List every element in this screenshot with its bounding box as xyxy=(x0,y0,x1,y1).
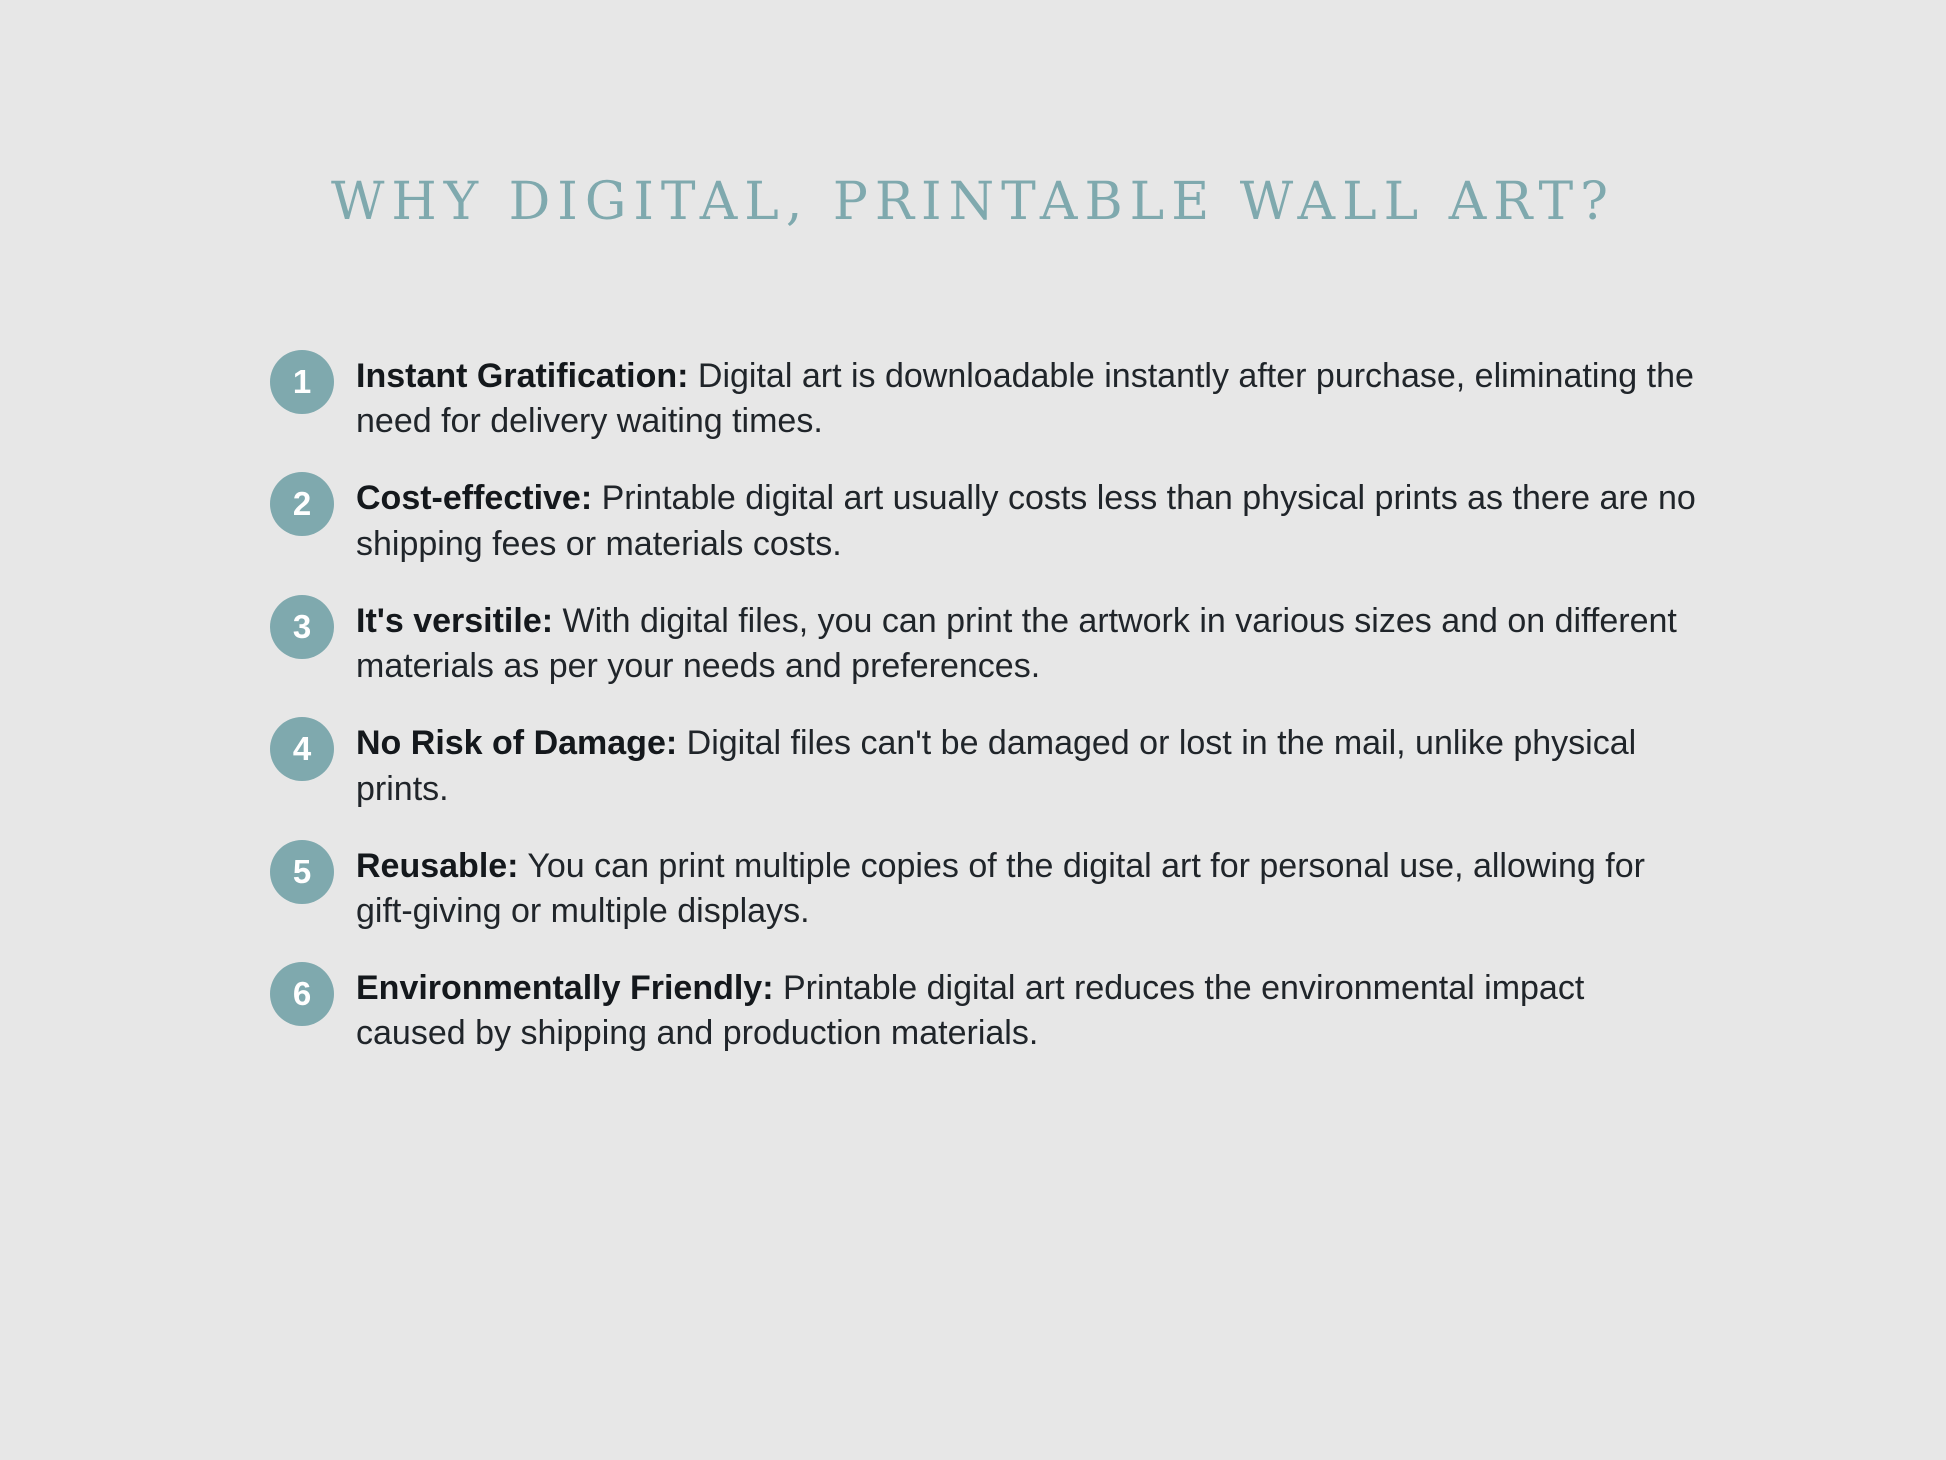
item-text xyxy=(356,470,1700,566)
item-body: Printable digital art usually costs less than physical prints as there are no shipping fees or materials costs. xyxy=(356,479,1696,563)
list-item xyxy=(270,838,1700,934)
list-item xyxy=(270,960,1700,1056)
item-lead: Reusable: xyxy=(356,846,519,885)
item-body: Digital art is downloadable instantly after purchase, eliminating the need for delivery waiting times. xyxy=(356,357,1694,441)
item-number-badge: 3 xyxy=(270,595,334,659)
list-item xyxy=(270,593,1700,689)
item-text xyxy=(356,838,1700,934)
item-number-badge: 5 xyxy=(270,840,334,904)
item-lead: No Risk of Damage: xyxy=(356,724,678,763)
item-text xyxy=(356,960,1700,1056)
item-lead: Instant Gratification: xyxy=(356,357,689,395)
page-title: WHY DIGITAL, PRINTABLE WALL ART? xyxy=(330,172,1616,232)
item-text xyxy=(356,348,1700,444)
item-number-badge: 2 xyxy=(270,472,334,536)
item-body: Printable digital art reduces the environmental impact caused by shipping and production materials. xyxy=(356,969,1585,1053)
item-body: With digital files, you can print the artwork in various sizes and on different materials as per your needs and preferences. xyxy=(356,601,1677,686)
benefits-list xyxy=(270,348,1700,1083)
item-body: Digital files can't be damaged or lost in the mail, unlike physical prints. xyxy=(356,724,1637,808)
item-lead: It's versitile: xyxy=(356,601,554,640)
item-number-badge: 1 xyxy=(270,350,334,414)
item-lead: Environmentally Friendly: xyxy=(356,969,774,1008)
list-item xyxy=(270,470,1700,566)
item-lead: Cost-effective: xyxy=(356,479,593,518)
list-item xyxy=(270,715,1700,811)
item-text xyxy=(356,593,1700,689)
list-item xyxy=(270,348,1700,444)
item-number-badge: 4 xyxy=(270,717,334,781)
item-text xyxy=(356,715,1700,811)
item-number-badge: 6 xyxy=(270,962,334,1026)
item-body: You can print multiple copies of the digital art for personal use, allowing for gift-giving or multiple displays. xyxy=(356,846,1645,930)
